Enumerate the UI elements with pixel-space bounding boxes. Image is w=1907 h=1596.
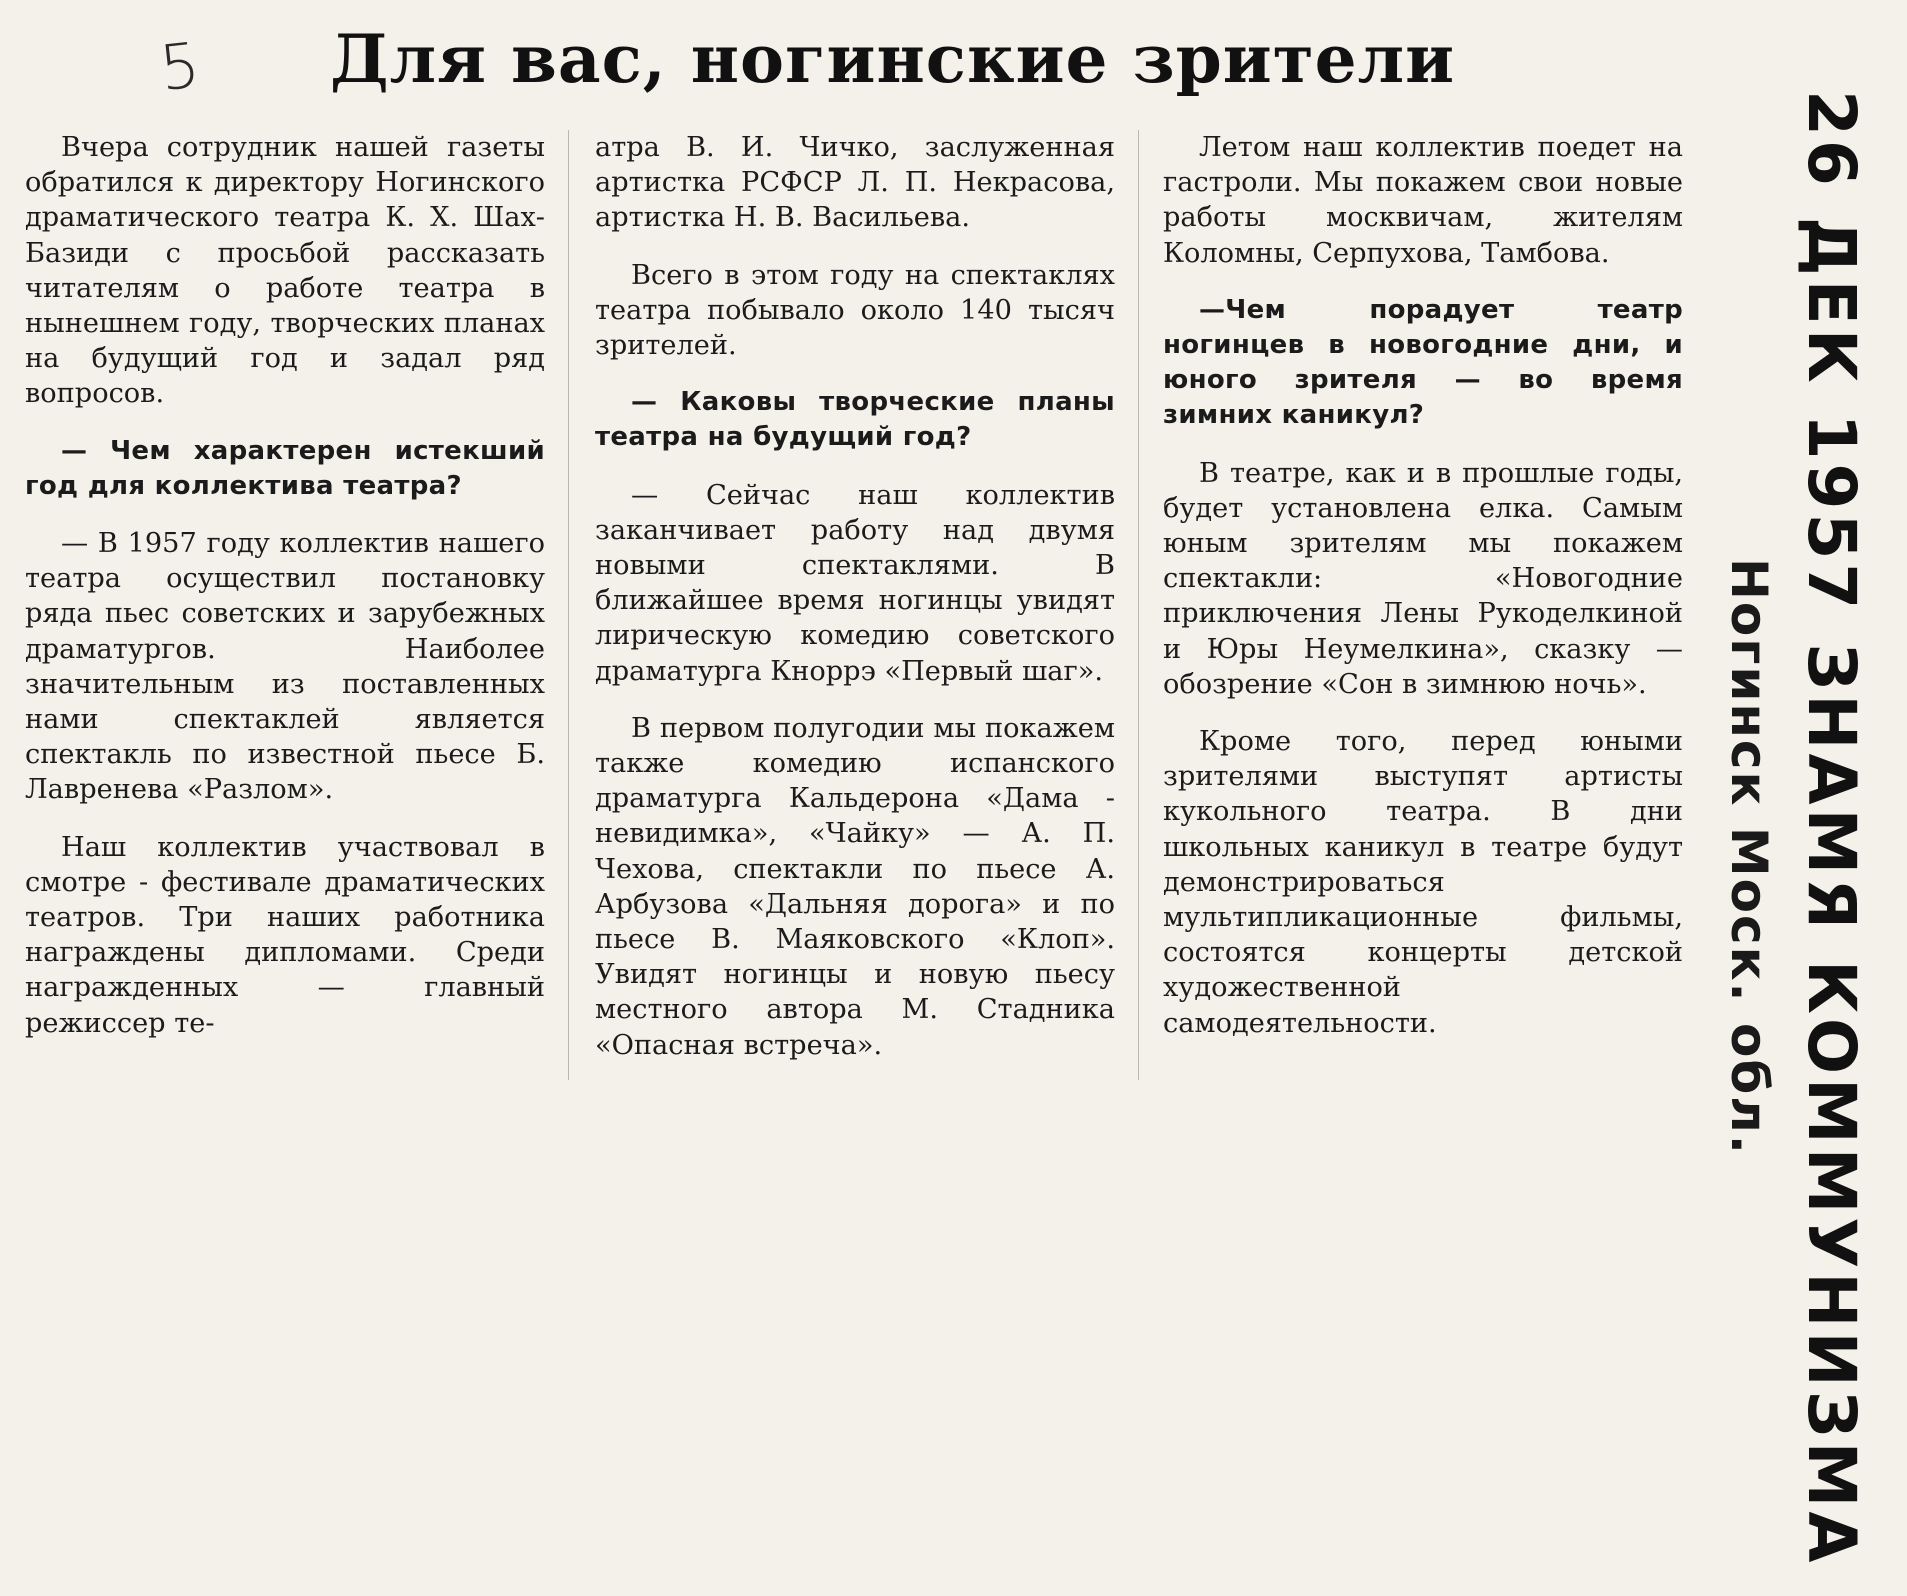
interview-question: — Чем характерен истекший год для коллектива театра? <box>25 435 545 501</box>
stamp-newspaper-name: ЗНАМЯ КОММУНИЗМА <box>1793 643 1870 1567</box>
article-paragraph: Кроме того, перед юными зрителями выступят артисты кукольного театра. В дни школьных каникул в театре будут демонстрироваться мультипликационные фильмы, состоятся концерты детской художественной самодеятельности. <box>1163 726 1683 1039</box>
article-paragraph: атра В. И. Чичко, заслуженная артистка РСФСР Л. П. Некрасова, артистка Н. В. Васильева. <box>595 132 1115 234</box>
paragraph-gap <box>1163 434 1683 456</box>
paragraph-gap <box>595 236 1115 258</box>
article-paragraph: — В 1957 году коллектив нашего театра осуществил постановку ряда пьес советских и зарубежных драматургов. Наиболее значительным из поставленных нами спектаклей является спектакль по известной пьесе Б. Лавренева «Разлом». <box>25 528 545 806</box>
newspaper-date-stamp <box>1793 90 1870 1596</box>
article-paragraph: Всего в этом году на спектаклях театра побывало около 140 тысяч зрителей. <box>595 259 1115 362</box>
article-paragraph: В первом полугодии мы покажем также комедию испанского драматурга Кальдерона «Дама - невидимка», «Чайку» — А. П. Чехова, спектакли по пьесе А. Арбузова «Дальняя дорога» и по пьесе В. Маяковского «Клоп». Увидят ногинцы и новую пьесу местного автора М. Стадника «Опасная встреча». <box>595 712 1115 1061</box>
paragraph-gap <box>25 412 545 434</box>
article-paragraph: — Сейчас наш коллектив заканчивает работу над двумя новыми спектаклями. В ближайшее время ногинцы увидят лирическую комедию советского драматурга Кноррэ «Первый шаг». <box>595 479 1115 687</box>
stamp-place: Ногинск Моск. обл. <box>1720 558 1778 1156</box>
article-paragraph: Летом наш коллектив поедет на гастроли. Мы покажем свои новые работы москвичам, жителям Коломны, Серпухова, Тамбова. <box>1163 132 1683 269</box>
interview-question: — Каковы творческие планы театра на будущий год? <box>595 387 1115 453</box>
article-column-1 <box>25 130 545 1041</box>
article-paragraph: Наш коллектив участвовал в смотре - фестивале драматических театров. Три наших работника награждены дипломами. Среди награжденных — главный режиссер те- <box>25 831 545 1039</box>
paragraph-gap <box>25 808 545 830</box>
article-paragraph: В театре, как и в прошлые годы, будет установлена елка. Самым юным зрителям мы покажем спектакли: «Новогодние приключения Лены Рукоделкиной и Юры Неумелкина», сказку — обозрение «Сон в зимнюю ночь». <box>1163 457 1683 700</box>
column-rule <box>1138 130 1139 1080</box>
paragraph-gap <box>595 689 1115 711</box>
stamp-date: 26 ДЕК 1957 <box>1793 90 1870 614</box>
column-rule <box>568 130 569 1080</box>
paragraph-gap <box>25 504 545 526</box>
paragraph-gap <box>1163 702 1683 724</box>
article-paragraph: Вчера сотрудник нашей газеты обратился к директору Ногинского драматического театра К. Х. Шах-Базиди с просьбой рассказать читателям о работе театра в нынешнем году, творческих планах на будущий год и задал ряд вопросов. <box>25 132 545 410</box>
page-number-handwritten: 5 <box>156 28 204 105</box>
article-headline: Для вас, ногинские зрители <box>330 20 1456 98</box>
paragraph-gap <box>595 456 1115 478</box>
article-column-2 <box>595 130 1115 1063</box>
article-column-3 <box>1163 130 1683 1041</box>
paragraph-gap <box>595 363 1115 385</box>
paragraph-gap <box>1163 271 1683 293</box>
interview-question: —Чем порадует театр ногинцев в новогодние дни, и юного зрителя — во время зимних каникул? <box>1163 294 1683 431</box>
